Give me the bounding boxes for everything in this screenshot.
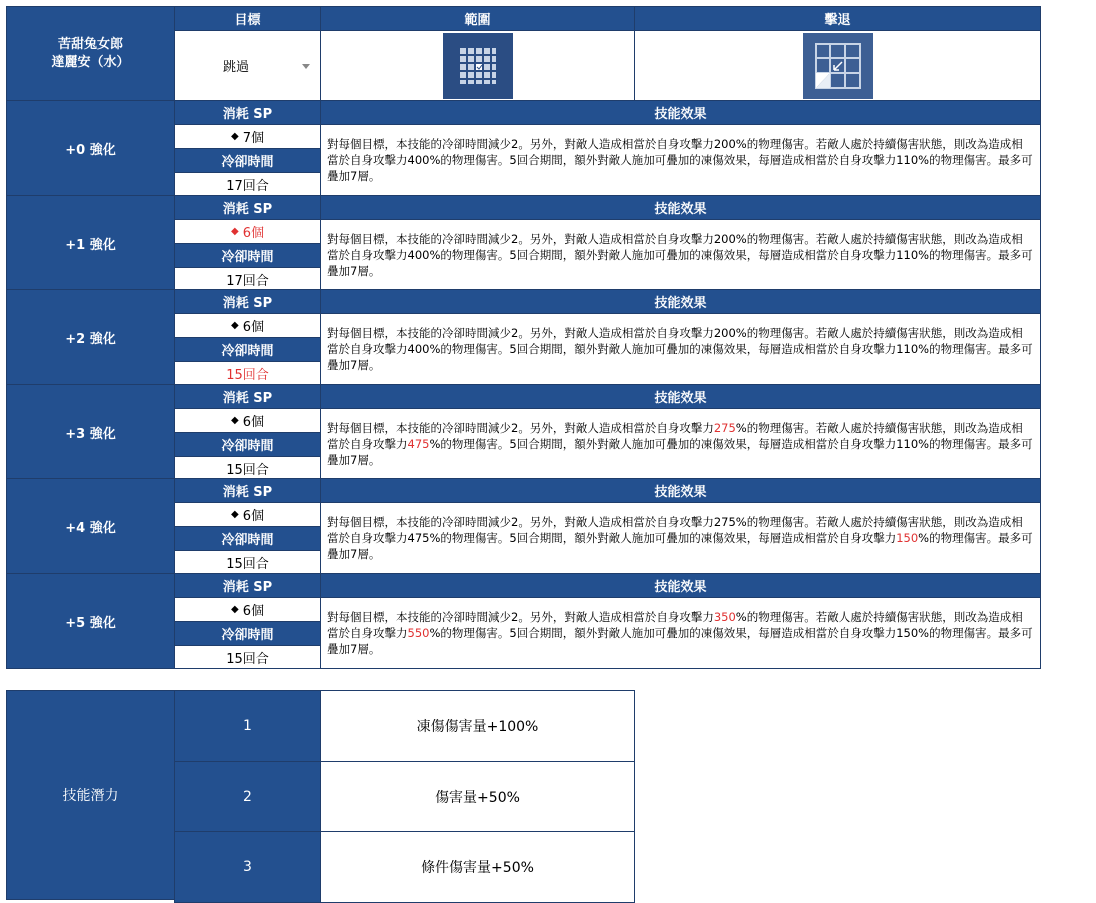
knockback-arrow-icon — [803, 33, 873, 99]
level-name-cell — [6, 573, 175, 669]
effect-segment: 200% — [713, 137, 747, 151]
effect-segment: 的物理傷害。5回合期間，額外對敵人施加可疊加的凍傷效果，每層造成相當於自身攻擊力 — [440, 248, 897, 262]
diamond-icon: ◆ — [231, 604, 239, 615]
level-name: +1 強化 — [65, 237, 116, 253]
range-cell — [320, 30, 635, 101]
cooldown-header — [174, 337, 321, 362]
cooldown-value — [174, 172, 321, 196]
effect-segment: 的物理傷害。最多可疊加7層。 — [327, 153, 1033, 183]
cooldown-amount: 17回合 — [226, 273, 269, 289]
potential-number: 2 — [243, 789, 252, 805]
cooldown-value — [174, 361, 321, 385]
cooldown-label: 冷卻時間 — [221, 344, 274, 359]
effect-header — [320, 100, 1041, 125]
effect-paragraph — [327, 325, 1034, 373]
cooldown-header — [174, 432, 321, 457]
sp-header — [174, 100, 321, 125]
sp-amount: 6個 — [242, 226, 264, 241]
effect-segment: 的物理傷害。最多可疊加7層。 — [327, 342, 1033, 372]
level-name: +5 強化 — [65, 615, 116, 631]
diamond-icon: ◆ — [231, 226, 239, 237]
level-name: +4 強化 — [65, 520, 116, 536]
sp-value — [174, 502, 321, 527]
col-knockback-label: 擊退 — [824, 13, 851, 28]
effect-text — [320, 313, 1041, 385]
effect-header — [320, 195, 1041, 220]
effect-header — [320, 289, 1041, 314]
effect-segment: 475 — [407, 531, 430, 545]
sp-header — [174, 384, 321, 409]
effect-segment: 475 — [407, 437, 430, 451]
effect-segment: 的物理傷害。最多可疊加7層。 — [327, 248, 1033, 278]
sp-header — [174, 573, 321, 598]
cooldown-amount: 15回合 — [226, 462, 269, 478]
effect-segment: 對每個目標，本技能的冷卻時間減少2。另外，對敵人造成相當於自身攻擊力 — [327, 515, 714, 529]
col-target-label: 目標 — [234, 13, 261, 28]
potential-text: 凍傷傷害量+100% — [416, 719, 539, 735]
effect-header — [320, 384, 1041, 409]
effect-paragraph — [327, 420, 1034, 468]
potential-number-cell — [174, 761, 321, 833]
sp-value — [174, 124, 321, 149]
knockback-cell — [634, 30, 1041, 101]
cooldown-header — [174, 526, 321, 551]
effect-segment: 350 — [713, 610, 736, 624]
target-select[interactable] — [174, 30, 321, 101]
effect-segment: 的物理傷害。5回合期間，額外對敵人施加可疊加的凍傷效果，每層造成相當於自身攻擊力 — [440, 342, 897, 356]
cooldown-header — [174, 243, 321, 268]
effect-segment: %的物理傷害。若敵人處於持續傷害狀態，則改為造成相當於自身攻擊力 — [327, 610, 1023, 640]
effect-segment: 對每個目標，本技能的冷卻時間減少2。另外，對敵人造成相當於自身攻擊力 — [327, 610, 714, 624]
cooldown-value — [174, 456, 321, 480]
potential-label: 技能潛力 — [62, 788, 119, 804]
effect-header — [320, 573, 1041, 598]
effect-paragraph — [327, 231, 1034, 279]
potential-number-cell — [174, 831, 321, 903]
cooldown-header — [174, 621, 321, 646]
sp-label: 消耗 SP — [222, 107, 273, 122]
sp-label: 消耗 SP — [222, 296, 273, 311]
effect-segment: 200% — [713, 232, 747, 246]
effect-header — [320, 478, 1041, 503]
potential-text: 傷害量+50% — [435, 790, 520, 806]
sp-value — [174, 313, 321, 338]
sp-label: 消耗 SP — [222, 580, 273, 595]
col-range-header — [320, 6, 635, 31]
effect-label: 技能效果 — [654, 391, 707, 406]
diamond-icon: ◆ — [231, 131, 239, 142]
effect-segment: 110% — [896, 342, 930, 356]
effect-segment: %的物理傷害。最多可疊加7層。 — [327, 531, 1033, 561]
effect-segment: %的物理傷害。最多可疊加7層。 — [327, 437, 1033, 467]
effect-segment: 的物理傷害。若敵人處於持續傷害狀態，則改為造成相當於自身攻擊力 — [327, 326, 1023, 356]
effect-segment: %的物理傷害。若敵人處於持續傷害狀態，則改為造成相當於自身攻擊力 — [327, 421, 1023, 451]
cooldown-amount: 15回合 — [226, 556, 269, 572]
diamond-icon: ◆ — [231, 415, 239, 426]
effect-segment: %的物理傷害。5回合期間，額外對敵人施加可疊加的凍傷效果，每層造成相當於自身攻擊力 — [429, 626, 897, 640]
effect-segment: 110% — [896, 153, 930, 167]
sp-amount: 6個 — [242, 509, 264, 524]
effect-label: 技能效果 — [654, 580, 707, 595]
effect-segment: 的物理傷害。若敵人處於持續傷害狀態，則改為造成相當於自身攻擊力 — [327, 232, 1023, 262]
level-name: +2 強化 — [65, 331, 116, 347]
sp-header — [174, 289, 321, 314]
cooldown-header — [174, 148, 321, 173]
potential-number-cell — [174, 690, 321, 762]
effect-segment: 200% — [713, 326, 747, 340]
sp-label: 消耗 SP — [222, 485, 273, 500]
effect-paragraph — [327, 514, 1034, 562]
effect-segment: %的物理傷害。5回合期間，額外對敵人施加可疊加的凍傷效果，每層造成相當於自身攻擊力 — [429, 437, 897, 451]
effect-label: 技能效果 — [654, 107, 707, 122]
potential-text-cell — [320, 690, 635, 762]
effect-segment: 400% — [407, 248, 441, 262]
level-name-cell — [6, 384, 175, 480]
cooldown-label: 冷卻時間 — [221, 533, 274, 548]
sp-value — [174, 408, 321, 433]
effect-segment: 275 — [713, 421, 736, 435]
level-name-cell — [6, 289, 175, 385]
effect-segment: 的物理傷害。若敵人處於持續傷害狀態，則改為造成相當於自身攻擊力 — [327, 137, 1023, 167]
cooldown-amount: 17回合 — [226, 178, 269, 194]
character-name-line1: 苦甜兔女郎 — [57, 36, 123, 52]
effect-text — [320, 408, 1041, 480]
cooldown-value — [174, 645, 321, 669]
level-name: +0 強化 — [65, 142, 116, 158]
chevron-down-icon — [302, 64, 310, 69]
effect-segment: 275 — [713, 515, 736, 529]
sp-amount: 6個 — [242, 320, 264, 335]
level-name-cell — [6, 195, 175, 291]
potential-text-cell — [320, 831, 635, 903]
sp-header — [174, 478, 321, 503]
diamond-icon: ◆ — [231, 509, 239, 520]
effect-segment: %的物理傷害。若敵人處於持續傷害狀態，則改為造成相當於自身攻擊力 — [327, 515, 1023, 545]
effect-segment: 150 — [896, 531, 919, 545]
potential-number: 1 — [243, 718, 252, 734]
level-name: +3 強化 — [65, 426, 116, 442]
sp-amount: 7個 — [242, 131, 264, 146]
effect-segment: 400% — [407, 342, 441, 356]
potential-label-cell — [6, 690, 175, 900]
effect-paragraph — [327, 609, 1034, 657]
sp-label: 消耗 SP — [222, 391, 273, 406]
sp-value — [174, 219, 321, 244]
potential-text-cell — [320, 761, 635, 833]
sp-amount: 6個 — [242, 415, 264, 430]
cooldown-label: 冷卻時間 — [221, 628, 274, 643]
cooldown-label: 冷卻時間 — [221, 250, 274, 265]
sp-header — [174, 195, 321, 220]
effect-text — [320, 124, 1041, 196]
effect-text — [320, 597, 1041, 669]
level-name-cell — [6, 478, 175, 574]
effect-segment: 對每個目標，本技能的冷卻時間減少2。另外，對敵人造成相當於自身攻擊力 — [327, 326, 714, 340]
effect-segment: 400% — [407, 153, 441, 167]
cooldown-amount: 15回合 — [226, 367, 269, 383]
diamond-icon: ◆ — [231, 320, 239, 331]
potential-text: 條件傷害量+50% — [421, 860, 534, 876]
level-name-cell — [6, 100, 175, 196]
character-name-line2: 達麗安（水） — [51, 54, 130, 70]
effect-segment: 的物理傷害。5回合期間，額外對敵人施加可疊加的凍傷效果，每層造成相當於自身攻擊力 — [440, 153, 897, 167]
sp-amount: 6個 — [242, 604, 264, 619]
effect-segment: 對每個目標，本技能的冷卻時間減少2。另外，對敵人造成相當於自身攻擊力 — [327, 421, 714, 435]
effect-segment: 550 — [407, 626, 430, 640]
effect-segment: %的物理傷害。5回合期間，額外對敵人施加可疊加的凍傷效果，每層造成相當於自身攻擊力 — [429, 531, 897, 545]
effect-segment: 150 — [896, 626, 919, 640]
cooldown-amount: 15回合 — [226, 651, 269, 667]
effect-segment: %的物理傷害。最多可疊加7層。 — [327, 626, 1033, 656]
effect-segment: 對每個目標，本技能的冷卻時間減少2。另外，對敵人造成相當於自身攻擊力 — [327, 232, 714, 246]
effect-segment: 110 — [896, 437, 919, 451]
effect-label: 技能效果 — [654, 202, 707, 217]
effect-segment: 對每個目標，本技能的冷卻時間減少2。另外，對敵人造成相當於自身攻擊力 — [327, 137, 714, 151]
sp-label: 消耗 SP — [222, 202, 273, 217]
effect-label: 技能效果 — [654, 296, 707, 311]
effect-text — [320, 502, 1041, 574]
potential-number: 3 — [243, 859, 252, 875]
character-name-cell — [6, 6, 175, 101]
effect-segment: 110% — [896, 248, 930, 262]
grid-range-icon — [443, 33, 513, 99]
target-value: 跳過 — [223, 60, 250, 75]
effect-text — [320, 219, 1041, 291]
col-target-header — [174, 6, 321, 31]
col-range-label: 範圍 — [464, 13, 491, 28]
col-knockback-header — [634, 6, 1041, 31]
cooldown-label: 冷卻時間 — [221, 439, 274, 454]
effect-label: 技能效果 — [654, 485, 707, 500]
cooldown-value — [174, 550, 321, 574]
effect-paragraph — [327, 136, 1034, 184]
sp-value — [174, 597, 321, 622]
cooldown-value — [174, 267, 321, 291]
cooldown-label: 冷卻時間 — [221, 155, 274, 170]
